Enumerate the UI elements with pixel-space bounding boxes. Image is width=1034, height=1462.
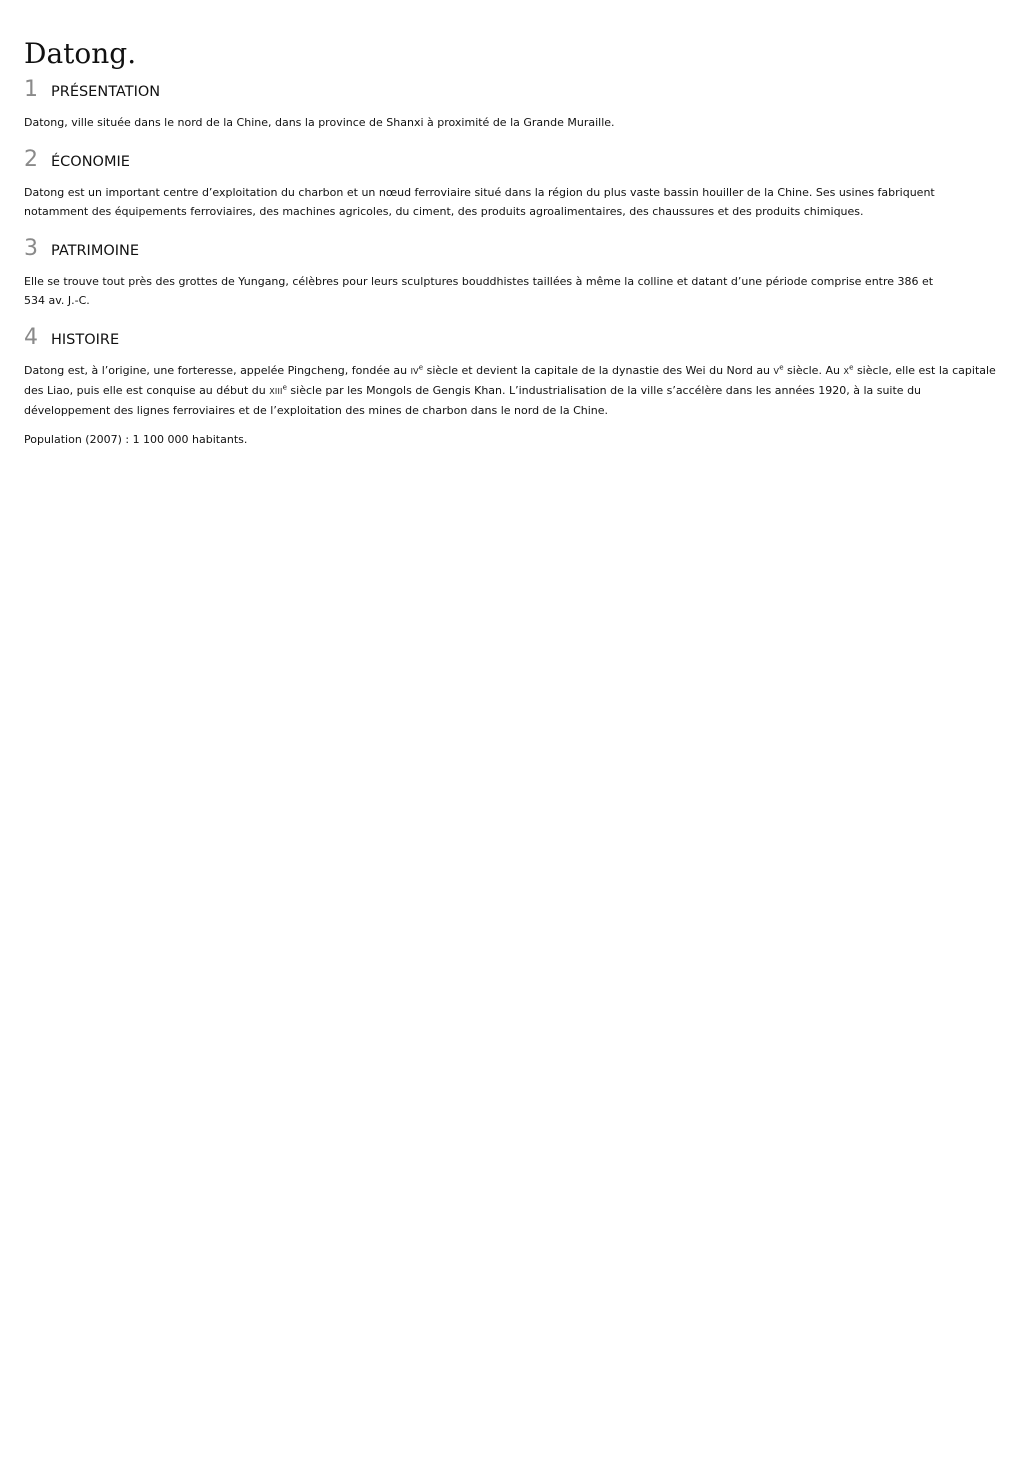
section-title: ÉCONOMIE bbox=[51, 154, 130, 170]
century-numeral: V bbox=[773, 367, 780, 376]
superscript: e bbox=[418, 363, 424, 372]
section-histoire bbox=[24, 324, 1002, 449]
text-run: siècle. Au bbox=[783, 364, 844, 377]
section-title: HISTOIRE bbox=[51, 332, 120, 348]
section-heading bbox=[24, 235, 1002, 263]
section-patrimoine bbox=[24, 235, 1002, 310]
century-numeral: XIII bbox=[269, 387, 283, 396]
century-numeral: IV bbox=[410, 367, 419, 376]
superscript: e bbox=[779, 363, 784, 372]
population-text: Population (2007) : 1 100 000 habitants. bbox=[24, 433, 248, 446]
superscript: e bbox=[282, 383, 287, 392]
text-line: Elle se trouve tout près des grottes de Yungang, célèbres pour leurs sculptures bouddhistes taillées à même la colline et datant d’une période comprise entre 386 et bbox=[24, 275, 934, 288]
section-heading bbox=[24, 146, 1002, 174]
text-line: 534 av. J.-C. bbox=[24, 294, 90, 307]
section-number: 2 bbox=[24, 147, 38, 172]
text-run: Datong est, à l’origine, une forteresse, appelée Pingcheng, fondée au bbox=[24, 364, 411, 377]
text-run: siècle par les Mongols de Gengis Khan. L’industrialisation de la ville s’accélère dans les années 1920, à la suite du développement des lignes ferroviaires et de l’exploitation des mines de charbon dans le nord de la Chine. bbox=[24, 384, 922, 417]
section-number: 1 bbox=[24, 77, 38, 102]
section-title: PATRIMOINE bbox=[51, 243, 140, 259]
section-title: PRÉSENTATION bbox=[51, 84, 161, 100]
document-page bbox=[24, 36, 1002, 449]
section-text: Datong, ville située dans le nord de la Chine, dans la province de Shanxi à proximité de la Grande Muraille. bbox=[24, 116, 615, 129]
section-text bbox=[24, 361, 1002, 420]
section-number: 3 bbox=[24, 236, 38, 261]
section-number: 4 bbox=[24, 325, 38, 350]
section-heading bbox=[24, 76, 1002, 104]
section-text bbox=[24, 272, 1002, 310]
superscript: e bbox=[849, 363, 854, 372]
page-title: Datong. bbox=[24, 37, 137, 70]
section-presentation bbox=[24, 76, 1002, 132]
text-run: siècle, elle est la capitale des Liao, puis elle est conquise au début du bbox=[24, 364, 996, 397]
century-numeral: X bbox=[843, 367, 850, 376]
section-heading bbox=[24, 324, 1002, 352]
text-run: siècle et devient la capitale de la dynastie des Wei du Nord au bbox=[423, 364, 774, 377]
section-economie bbox=[24, 146, 1002, 221]
section-text: Datong est un important centre d’exploitation du charbon et un nœud ferroviaire situé dans la région du plus vaste bassin houiller de la Chine. Ses usines fabriquent notamment des équipements ferroviaires, des machines agricoles, du ciment, des produits agroalimentaires, des chaussures et des produits chimiques. bbox=[24, 186, 935, 218]
